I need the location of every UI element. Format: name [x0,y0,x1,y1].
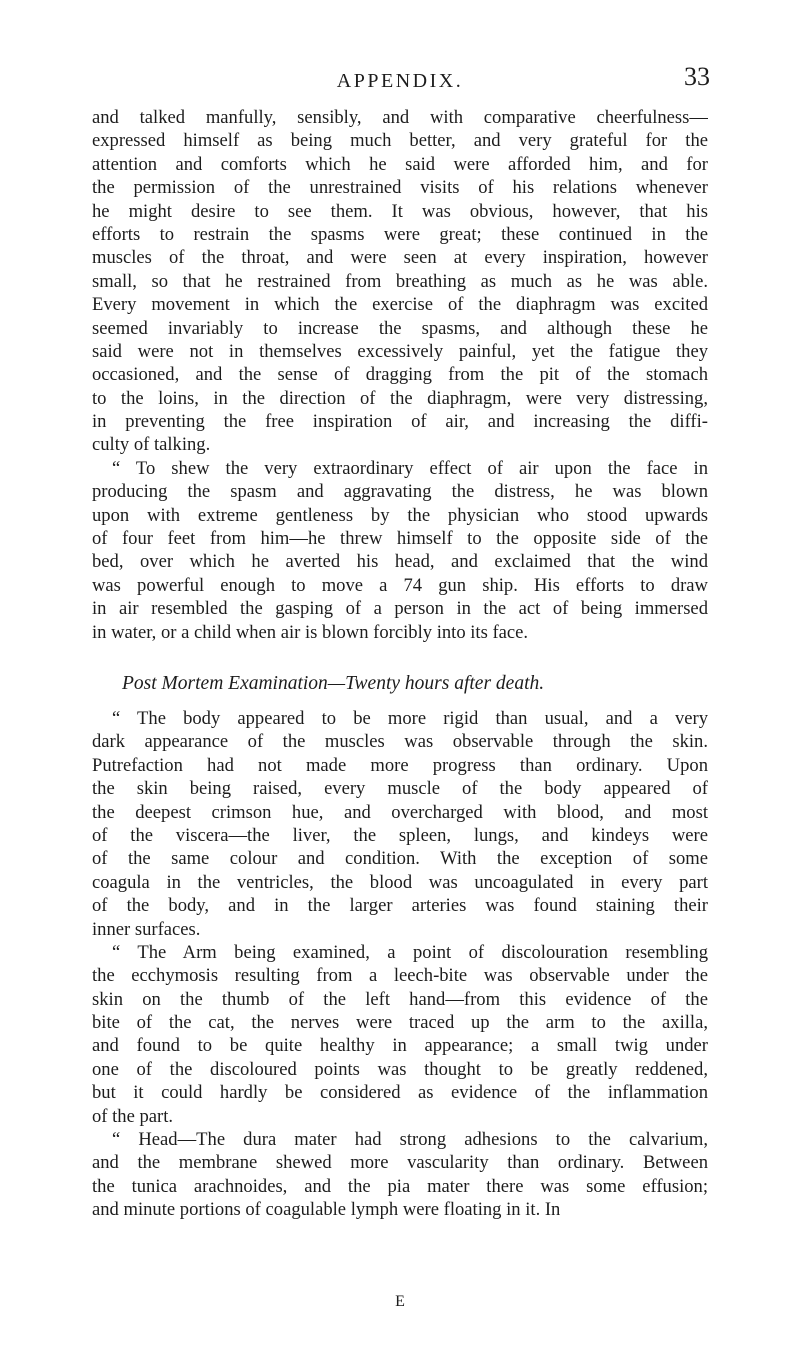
text-line: Every movement in which the exercise of the diaphragm was excited [92,294,708,316]
text-line: “ The body appeared to be more rigid than usual, and a very [112,707,708,729]
text-line: in air resembled the gasping of a person in the act of being immersed [92,598,708,620]
text-line: of four feet from him—he threw himself to the opposite side of the [92,528,708,550]
text-line: but it could hardly be considered as evidence of the inflammation [92,1082,708,1104]
text-line: coagula in the ventricles, the blood was uncoagulated in every part [92,871,708,893]
text-line: in preventing the free inspiration of air, and increasing the diffi- [92,411,708,433]
text-line: of the same colour and condition. With the exception of some [92,848,708,870]
text-line: dark appearance of the muscles was observable through the skin. [92,731,708,753]
text-line: muscles of the throat, and were seen at every inspiration, however [92,247,708,269]
text-line: “ Head—The dura mater had strong adhesions to the calvarium, [112,1129,708,1151]
text-line: producing the spasm and aggravating the distress, he was blown [92,481,708,503]
text-line: occasioned, and the sense of dragging from the pit of the stomach [92,364,708,386]
running-title: APPENDIX. [336,70,464,92]
text-line: and the membrane shewed more vascularity than ordinary. Between [92,1152,708,1174]
text-line: efforts to restrain the spasms were great; these continued in the [92,223,708,245]
text-line: attention and comforts which he said were afforded him, and for [92,153,708,175]
paragraph [92,707,708,941]
text-line: the tunica arachnoides, and the pia mater there was some effusion; [92,1175,708,1197]
section-heading: Post Mortem Examination—Twenty hours after death. [122,672,545,694]
text-line: the permission of the unrestrained visits of his relations whenever [92,177,708,199]
body-text [92,106,708,1222]
section-gap [92,699,708,707]
text-line: “ To shew the very extraordinary effect of air upon the face in [112,457,708,479]
section-gap [92,644,708,669]
text-line: and minute portions of coagulable lymph were floating in it. In [92,1199,561,1221]
text-line: of the viscera—the liver, the spleen, lungs, and kindeys were [92,824,708,846]
text-line: the ecchymosis resulting from a leech-bite was observable under the [92,965,708,987]
text-line: one of the discoloured points was thought to be greatly reddened, [92,1058,708,1080]
page-number: 33 [684,62,710,91]
paragraph [92,941,708,1128]
text-line: the skin being raised, every muscle of the body appeared of [92,778,708,800]
text-line: bed, over which he averted his head, and exclaimed that the wind [92,551,708,573]
text-line: skin on the thumb of the left hand—from this evidence of the [92,988,708,1010]
text-line: bite of the cat, the nerves were traced up the arm to the axilla, [92,1012,708,1034]
running-head [0,62,800,98]
paragraph [92,457,708,644]
text-line: said were not in themselves excessively painful, yet the fatigue they [92,340,708,362]
text-line: culty of talking. [92,434,211,456]
text-line: and talked manfully, sensibly, and with comparative cheerfulness— [92,107,708,128]
text-line: expressed himself as being much better, and very grateful for the [92,130,708,152]
text-line: of the body, and in the larger arteries was found staining their [92,895,708,917]
text-line: upon with extreme gentleness by the physician who stood upwards [92,504,708,526]
paragraph [92,106,708,457]
text-line: of the part. [92,1105,174,1127]
signature-mark: E [395,1293,405,1310]
text-line: and found to be quite healthy in appearance; a small twig under [92,1035,708,1057]
text-line: to the loins, in the direction of the diaphragm, were very distressing, [92,387,708,409]
text-line: “ The Arm being examined, a point of discolouration resembling [112,941,708,963]
text-line: in water, or a child when air is blown forcibly into its face. [92,621,529,643]
text-line: the deepest crimson hue, and overcharged with blood, and most [92,801,708,823]
text-line: Putrefaction had not made more progress than ordinary. Upon [92,754,708,776]
text-line: inner surfaces. [92,918,201,940]
text-line: was powerful enough to move a 74 gun ship. His efforts to draw [92,574,708,596]
paragraph [92,1128,708,1222]
text-line: small, so that he restrained from breathing as much as he was able. [92,270,708,292]
text-line: he might desire to see them. It was obvious, however, that his [92,200,708,222]
text-line: seemed invariably to increase the spasms, and although these he [92,317,708,339]
